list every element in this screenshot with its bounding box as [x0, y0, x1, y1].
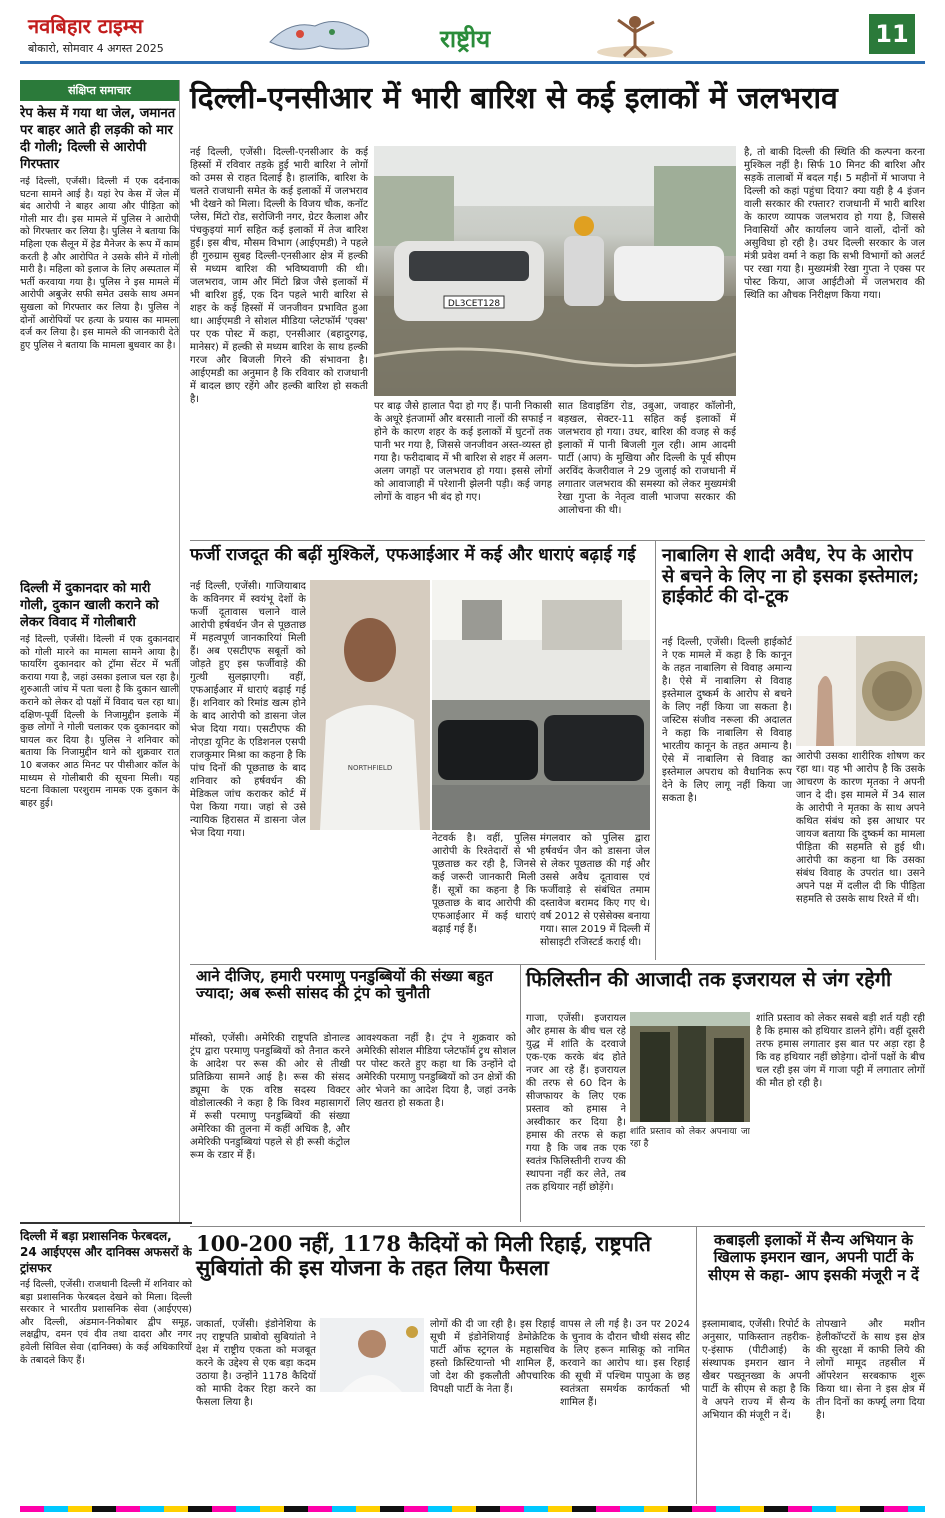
nuclear-col-1: मॉस्को, एजेंसी। अमेरिकी राष्ट्रपति डोनाल्ड ट्रंप द्वारा परमाणु पनडुब्बियों को तैनात करने के आदेश पर रूस की ओर से तीखी प्रतिक्रिया सामने आई है। रूस की संसद ड्यूमा के एक वरिष्ठ सदस्य विक्टर वोडोलात्स्की ने कहा है कि विश्व महासागरों में रूसी परमाणु पनडुब्बियों की संख्या अमेरिका की तुलना में कहीं अधिक है, और अमेरिकी पनडुब्बियां पहले से ही रूसी कंट्रोल रूम के रडार में हैं। [190, 1033, 350, 1161]
divider [190, 1226, 925, 1227]
nuclear-col-2: आवश्यकता नहीं है। ट्रंप ने शुक्रवार को अमेरिकी सोशल मीडिया प्लेटफॉर्म ट्रुथ सोशल पर पोस्ट करते हुए कहा था कि उन्होंने दो अमेरिकी परमाणु पनडुब्बियों को उन क्षेत्रों की ओर भेजने का आदेश दिया है, जहां उनके लिए खतरा हो सकता है। [356, 1033, 516, 1109]
flood-photo [374, 146, 736, 396]
dancer-illustration [580, 10, 690, 60]
court-photo [796, 636, 925, 746]
cars-scene [432, 580, 650, 830]
minor-marriage-headline: नाबालिग से शादी अवैध, रेप के आरोप से बचने के लिए ना हो इसका इस्तेमाल; हाईकोर्ट की दो-टूक [662, 545, 920, 608]
imran-col-2: तोपखाने और मशीन हेलीकॉप्टरों के साथ इस क्षेत्र की सुरक्षा में काफी लिये की लोगों मामूद तहसील में ऑपरेशन सरबकाफ शुरू किया था। सेना ने इस क्षेत्र में तीन दिनों का कर्फ्यू लगा दिया है। [816, 1319, 925, 1421]
armed-men-scene [630, 1012, 750, 1122]
prisoners-col-3: वापस ले ली गई है। उन पर 2024 के चुनाव के दौरान चौथी संसद सीट के लिए हरून मासिकू को नामित करवाने का आरोप था। इस रिहाई की सूची में पश्चिम पापुआ के छह स्वतंत्रता समर्थक कार्यकर्ता भी शामिल हैं। [560, 1319, 690, 1408]
lead-col-4: है, तो बाकी दिल्ली की स्थिति की कल्पना करना मुश्किल नहीं है। सिर्फ 10 मिनट की बारिश और सड़कें तालाबों में बदल गईं। 5 महीनों में भाजपा ने दिल्ली को कहां पहुंचा दिया? क्या यही है 4 इंजन वाली सरकार की रफ्तार? राजधानी में भारी बारिश के कारण व्यापक जलभराव हो गया है, जिससे निवासियों और कार्यालय जाने वालों, दोनों को असुविधा हो रही है। उधर दिल्ली सरकार के जल मंत्री प्रवेश वर्मा ने कहा कि सभी विभागों को अलर्ट पर रखा गया है। मुख्यमंत्री रेखा गुप्ता ने एक्स पर पोस्ट किया, आज आईटीओ में जलभराव की स्थिति का औचक निरीक्षण किया गया। [744, 147, 925, 301]
masthead-left [28, 12, 164, 56]
map-illustration [260, 12, 380, 56]
masthead [20, 8, 925, 64]
embassy-headline: फर्जी राजदूत की बढ़ीं मुश्किलें, एफआईआर में कई और धाराएं बढ़ाई गई [190, 545, 636, 565]
man-portrait [310, 580, 430, 830]
israel-col-1: गाजा, एजेंसी। इजरायल और हमास के बीच चल रहे युद्ध में शांति के दरवाजे एक-एक करके बंद होते नजर आ रहे हैं। इजरायल की तरफ से 60 दिन के सीजफायर के लिए एक प्रस्ताव को हमास ने अस्वीकार कर दिया है। हमास की तरफ से कहा गया है कि जब तक एक स्वतंत्र फिलिस्तीनी राज्य की स्थापना नहीं कर लेते, तब तक हथियार नहीं छोड़ेंगे। [526, 1013, 626, 1193]
lead-col-3: सात डिवाइडिंग रोड, उबुआ, जवाहर कॉलोनी, बड़खल, सेक्टर-11 सहित कई इलाकों में जलभराव हो गया। उधर, बारिश की वजह से कई इलाकों में पानी बिजली गुल रही। आम आदमी पार्टी (आप) के मुखिया और दिल्ली के पूर्व सीएम अरविंद केजरीवाल ने 29 जुलाई को राजधानी में लगातार जलभराव की समस्या को लेकर मुख्यमंत्री रेखा गुप्ता के नेतृत्व वाली भाजपा सरकार की आलोचना की थी। [558, 401, 736, 516]
president-portrait [320, 1318, 424, 1392]
embassy-col-2: नेटवर्क है। वहीं, पुलिस आरोपी के रिश्तेदारों से भी पूछताछ कर रही है, जिनसे कई जरूरी जानकारी मिली हैं। सूत्रों का कहना है कि पूछताछ के बाद आरोपी की एफआईआर में कई धाराएं बढ़ाई गई हैं। [432, 833, 536, 935]
accused-photo [310, 580, 430, 830]
imran-col-1: इस्लामाबाद, एजेंसी। रिपोर्ट के अनुसार, पाकिस्तान तहरीक-ए-इंसाफ (पीटीआई) के संस्थापक इमरान खान ने खैबर पख्तूनख्वा के अपनी पार्टी के सीएम से कहा है कि वे अपने राज्य में सैन्य के अभियान की मंजूरी न दें। [702, 1319, 810, 1421]
flood-scene [374, 146, 736, 396]
transfer-story-text: नई दिल्ली, एजेंसी। राजधानी दिल्ली में शनिवार को बड़ा प्रशासनिक फेरबदल देखने को मिला। दिल्ली सरकार ने भारतीय प्रशासनिक सेवा (आईएएस) और दिल्ली, अंडमान-निकोबार द्वीप समूह, लक्षद्वीप, दमन एवं दीव तथा दादरा और नगर हवेली सिविल सेवा (दानिक्स) के कई अधिकारियों के तबादले किए हैं। [20, 1279, 192, 1366]
president-photo [320, 1318, 424, 1392]
dateline: बोकारो, सोमवार 4 अगस्त 2025 [28, 42, 164, 55]
embassy-cars-photo [432, 580, 650, 830]
divider [190, 540, 925, 541]
print-color-bar [20, 1506, 925, 1512]
embassy-col-3: मंगलवार को पुलिस द्वारा हर्षवर्धन जैन को डासना जेल से लेकर पूछताछ की गई और उससे अवैध दूतावास एवं फर्जीवाड़े से संबंधित तमाम दस्तावेज बरामद किए गए थे। वर्ष 2012 से एसेसेक्स बनाया गया। साल 2019 में दिल्ली में सोसाइटी रजिस्टर्ड कराई थी। [540, 833, 650, 948]
transfer-story [20, 1222, 192, 1504]
sidebar-item-text: नई दिल्ली, एजेंसी। दिल्ली में एक दर्दनाक घटना सामने आई है। यहां रेप केस में जेल में बंद आरोपी ने बाहर आया और पीड़िता को गोली मार दी। इस मामले में पुलिस ने आरोपी को गिरफ्तार कर लिया है। पुलिस ने बताया कि महिला एक सैलून में हेड मैनेजर के रूप में काम करती है और आरोपित ने उसके सीने में गोली मारी है। महिला को इलाज के लिए अस्पताल में भर्ती करवाया गया है। पुलिस ने इस मामले में आरोपी अबुजेर सफी समेत उसके साथ अमन सुखला को गिरफ्तार कर लिया है। पुलिस ने दोनों आरोपियों पर हत्या के प्रयास का मामला दर्ज कर लिया है। इस मामले की जानकारी देते हुए पुलिस ने बताया कि मामला बुधवार का है। [20, 176, 179, 351]
minor-marriage-col-2: आरोपी उसका शारीरिक शोषण कर रहा था। यह भी आरोप है कि उसके आचरण के कारण मृतका ने अपनी जान दे दी। इस मामले में 34 साल के आरोपी ने मृतका के साथ अपने कथित संबंध को इस आधार पर जायज बताया कि दुष्कर्म का मामला पीड़िता की सहमति से हुई थी। आरोपी का कहना था कि उसका संबंध विवाह के उपरांत था। उसने अपने पक्ष में दलील दी कि पीड़िता सहमति से उसके साथ रिश्ते में थी। [796, 751, 925, 905]
hand-and-emblem [796, 636, 925, 746]
divider [190, 964, 925, 965]
prisoners-headline: 100-200 नहीं, 1178 कैदियों को मिली रिहाई, राष्ट्रपति सुबियांतो की इस योजना के तहत लिया फैसला [196, 1231, 652, 1281]
lead-col-2: पर बाढ़ जैसे हालात पैदा हो गए हैं। पानी निकासी के अधूरे इंतजामों और बरसाती नालों की सफाई न होने के कारण शहर के कई इलाकों में घुटनों तक पानी भर गया है, जिससे जनजीवन अस्त-व्यस्त हो गया है। फरीदाबाद में भी बारिश से शहर में अलग-अलग जगहों पर जलभराव हो गया। इससे लोगों को आवाजाही में परेशानी झेलनी पड़ी। कई जगह लोगों के वाहन भी बंद हो गए। [374, 401, 552, 503]
israel-col-2: शांति प्रस्ताव को लेकर सबसे बड़ी शर्त यही रही है कि हमास को हथियार डालने होंगे। वहीं दूसरी तरफ हमास लगातार इस बात पर अड़ा रहा है कि वह हथियार नहीं छोड़ेगा। दोनों पक्षों के बीच चल रही इस जंग में गाजा पट्टी में लगातार लोगों की मौत हो रही है। [756, 1013, 925, 1089]
israel-headline: फिलिस्तीन की आजादी तक इजरायल से जंग रहेगी [526, 967, 892, 991]
page-number: 11 [869, 14, 915, 54]
shirt-print: NORTHFIELD [347, 764, 393, 772]
nuclear-headline: आने दीजिए, हमारी परमाणु पनडुब्बियों की संख्या बहुत ज्यादा; अब रूसी सांसद की ट्रंप को चुनौती [196, 967, 493, 1003]
paper-name: नवबिहार टाइम्स [28, 14, 143, 38]
transfer-story-title: दिल्ली में बड़ा प्रशासनिक फेरबदल, 24 आईएएस और दानिक्स अफसरों के ट्रांसफर [20, 1229, 192, 1275]
license-plate: DL3CET128 [447, 299, 501, 309]
embassy-col-1: नई दिल्ली, एजेंसी। गाजियाबाद के कविनगर में स्वयंभू देशों के फर्जी दूतावास चलाने वाले आरोपी हर्षवर्धन जैन से पूछताछ में महत्वपूर्ण जानकारियां मिली हैं। अब एसटीएफ सबूतों को जोड़ते हुए इस फर्जीवाड़े की गुत्थी सुलझाएगी। वहीं, एफआईआर में धाराएं बढ़ाई गई हैं। शनिवार को रिमांड खत्म होने के बाद आरोपी को डासना जेल भेज दिया गया। एसटीएफ की नोएडा यूनिट के एडिशनल एसपी राजकुमार मिश्रा का कहना है कि पांच दिनों की पूछताछ के बाद शनिवार को हर्षवर्धन की मेडिकल जांच कराकर कोर्ट में पेश किया गया। जहां से उसे न्यायिक हिरासत में डासना जेल भेज दिया गया। [190, 581, 306, 839]
divider [696, 1226, 697, 1504]
lead-headline: दिल्ली-एनसीआर में भारी बारिश से कई इलाकों में जलभराव [190, 81, 838, 116]
section-title: राष्ट्रीय [440, 24, 491, 53]
divider [520, 964, 521, 1222]
sidebar-item-title: दिल्ली में दुकानदार को मारी गोली, दुकान खाली कराने को लेकर विवाद में गोलीबारी [20, 581, 159, 630]
sidebar-header: संक्षिप्त समाचार [20, 80, 179, 101]
lead-col-1: नई दिल्ली, एजेंसी। दिल्ली-एनसीआर के कई हिस्सों में रविवार तड़के हुई भारी बारिश ने लोगों को उमस से राहत दिलाई है। हालांकि, बारिश के चलते राजधानी समेत के कई इलाकों में जलभराव भी देखने को मिला। दिल्ली के विजय चौक, कनॉट प्लेस, मिंटो रोड, सरोजिनी नगर, ग्रेटर कैलाश और पंचकुइयां मार्ग सहित कई इलाकों में तेज बारिश हुई। इस बीच, मौसम विभाग (आईएमडी) ने पहले ही गुरुग्राम सुबह दिल्ली-एनसीआर क्षेत्र में हल्की से मध्यम बारिश की भविष्यवाणी की थी। जलभराव, जाम और मिंटो ब्रिज जैसे इलाकों में भी बारिश हुई, एक दिन पहले भारी बारिश से शहर के कई हिस्सों में जनजीवन प्रभावित हुआ था। आईएमडी ने सोशल मीडिया प्लेटफॉर्म 'एक्स' पर एक पोस्ट में कहा, एनसीआर (बहादुरगढ़, मानेसर) में हल्की से मध्यम बारिश के साथ हल्की गरज और बिजली गिरने की संभावना है। आईएमडी का अनुमान है कि रविवार को राजधानी में बादल छाए रहेंगे और हल्की बारिश हो सकती है। [190, 147, 368, 405]
prisoners-col-1: जकार्ता, एजेंसी। इंडोनेशिया के नए राष्ट्रपति प्राबोवो सुबियांतो ने देश में राष्ट्रीय एकता को मजबूत करने के उद्देश्य से एक बड़ा कदम उठाया है। उन्होंने 1178 कैदियों को माफी देकर रिहा करने का फैसला लिया है। [196, 1319, 316, 1408]
israel-caption: शांति प्रस्ताव को लेकर अपनाया जा रहा है [630, 1127, 750, 1149]
imran-headline: कबाइली इलाकों में सैन्य अभियान के खिलाफ इमरान खान, अपनी पार्टी के सीएम से कहा- आप इसकी मंजूरी न दें [708, 1231, 919, 1284]
sidebar-item-text: नई दिल्ली, एजेंसी। दिल्ली में एक दुकानदार को गोली मारने का मामला सामने आया है। फायरिंग दुकानदार को ट्रॉमा सेंटर में भर्ती कराया गया है, जहां उसका इलाज चल रहा है। शुरुआती जांच में पता चला है कि दुकान खाली कराने को लेकर दो पक्षों में विवाद चल रहा था। दक्षिण-पूर्वी दिल्ली के निजामुद्दीन इलाके में कुछ लोगों ने गोली चलाकर एक दुकानदार को घायल कर दिया है। पुलिस ने शनिवार को बताया कि निजामुद्दीन थाने को शुक्रवार रात 10 बजकर आठ मिनट पर पीसीआर कॉल के माध्यम से गोलीबारी की सूचना मिली। यह घटना विकाला परशुराम नामक एक दुकान के बाहर हुई। [20, 634, 179, 809]
sidebar-item-title: रेप केस में गया था जेल, जमानत पर बाहर आते ही लड़की को मार दी गोली; दिल्ली से आरोपी गिरफ्तार [20, 106, 176, 172]
minor-marriage-col-1: नई दिल्ली, एजेंसी। दिल्ली हाईकोर्ट ने एक मामले में कहा है कि कानून के तहत नाबालिग से विवाह अमान्य है। ऐसे में नाबालिग से विवाह इस्तेमाल दुष्कर्म के आरोप से बचने के लिए नहीं किया जा सकता है। जस्टिस संजीव नरूला की अदालत ने कहा कि नाबालिग से विवाह भारतीय कानून के तहत अमान्य है। ऐसे में नाबालिग से विवाह का इस्तेमाल अपराध को वैधानिक रूप देने के लिए लागू नहीं किया जा सकता है। [662, 637, 792, 804]
prisoners-col-2: लोगों की दी जा रही है। इस रिहाई सूची में इंडोनेशियाई डेमोक्रेटिक पार्टी ऑफ स्ट्रगल के महासचिव हस्तो क्रिस्टियान्तो भी शामिल हैं, जो देश की इकलौती औपचारिक विपक्षी पार्टी के नेता हैं। [430, 1319, 555, 1395]
gaza-photo [630, 1012, 750, 1122]
divider [655, 540, 656, 960]
